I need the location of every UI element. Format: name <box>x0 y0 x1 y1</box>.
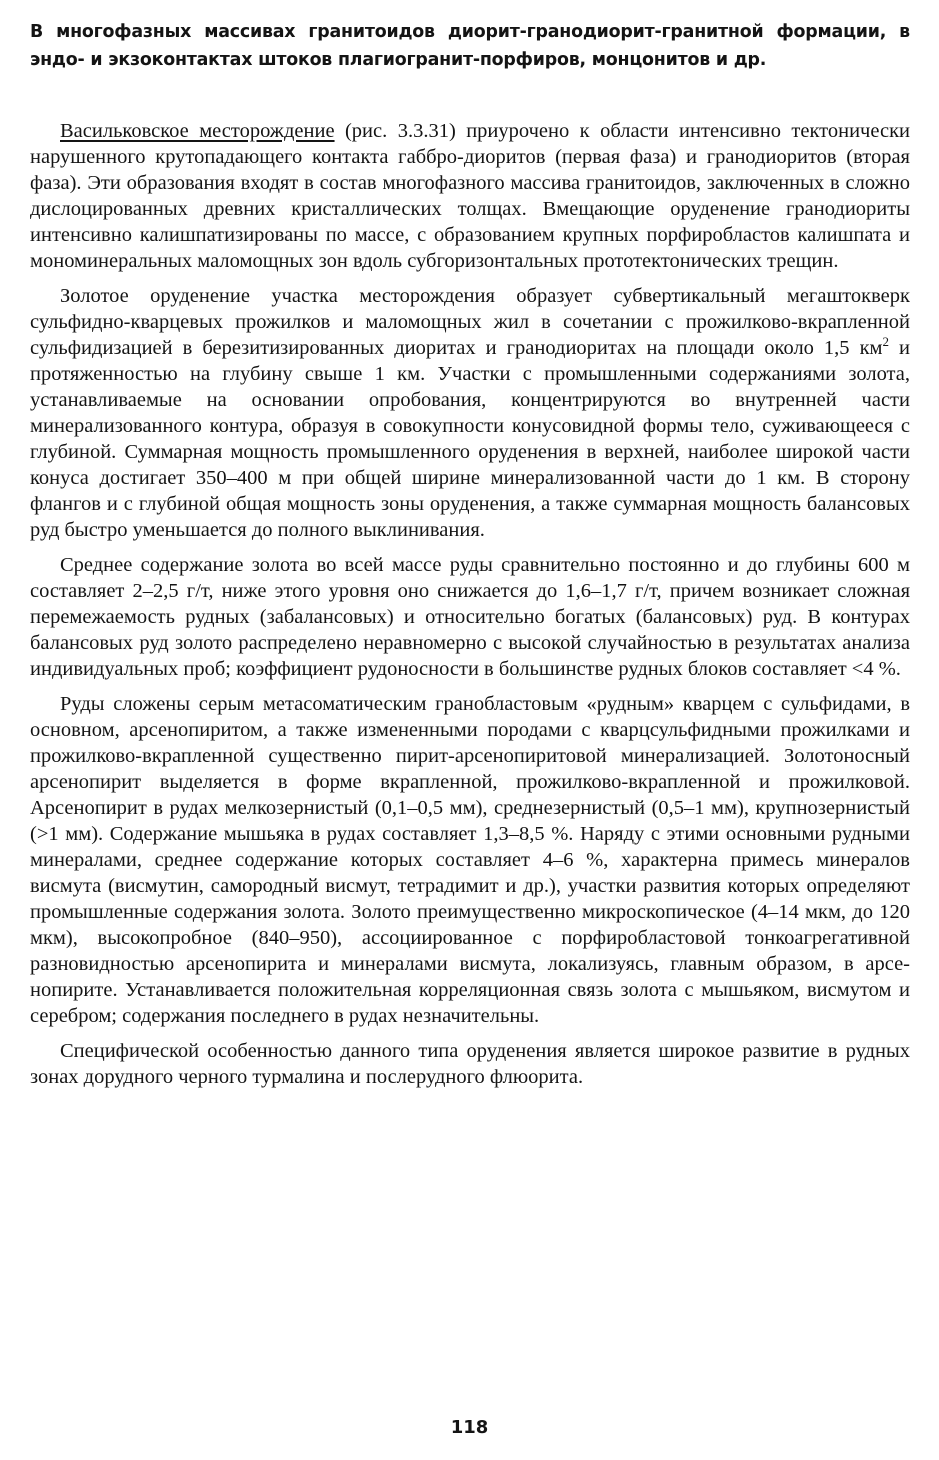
deposit-name: Васильковское месторождение <box>60 120 335 142</box>
page-number: 118 <box>450 1417 489 1438</box>
paragraph-1-text: (рис. 3.3.31) приурочено к области интенсивно тектонически нарушенного крутопадающего контакта габбро-диоритов (первая фаза) и гранодиоритов (вторая фаза). Эти образования входят в состав многофазного массива гранитоидов, заключенных в сложно дислоцированных древних кристаллических толщах. Вмещающие оруденение гранодиориты интенсивно калишпатизированы по массе, с образованием крупных порфиробластов калишпата и мономинеральных маломощных зон вдоль субгоризонтальных прототектонических трещин. <box>30 120 910 272</box>
paragraph-3: Среднее содержание золота во всей массе руды сравнительно постоянно и до глубины 600 м составляет 2–2,5 г/т, ниже этого уровня оно снижается до 1,6–1,7 г/т, причем возникает сложная перемежаемость рудных (забалансовых) и относительно богатых (балансовых) руд. В контурах балансовых руд золото распределено неравномерно с высокой случайностью в результатах анализа индивидуальных проб; коэффициент рудоносности в большинстве рудных блоков составляет <4 %. <box>30 554 910 680</box>
paragraph-2 <box>30 283 910 543</box>
body-text <box>30 118 910 1099</box>
section-heading: В многофазных массивах гранитоидов диорит-гранодиорит-гранитной формации, в эндо- и экзоконтактах штоков плагиогранит-порфиров, монцонитов и др. <box>30 22 910 70</box>
paragraph-1 <box>30 118 910 274</box>
paragraph-4: Руды сложены серым метасоматическим гранобластовым «рудным» кварцем с сульфидами, в основном, арсенопиритом, а также измененными породами с кварцсульфидными прожилками и прожилково-вкрапленной существенно пирит-арсенопиритовой минерализацией. Золотоносный арсенопирит выделяется в форме вкрапленной, прожилково-вкрапленной и прожилковой. Арсенопирит в рудах мелкозернистый (0,1–0,5 мм), среднезернистый (0,5–1 мм), крупнозернистый (>1 мм). Содержание мышьяка в рудах составляет 1,3–8,5 %. Наряду с этими основными рудными минералами, среднее содержание которых составляет 4–6 %, характерна примесь минералов висмута (висмутин, самородный висмут, тетрадимит и др.), участки развития которых определяют промышленные содержания золота. Золото преимущественно микроскопическое (4–14 мкм, до 120 мкм), высокопробное (840–950), ассоциированное с порфиробластовой тонкоагрегативной разновидностью арсенопирита и минералами висмута, локализуясь, главным образом, в арсенопирите. Устанавливается положительная корреляционная связь золота с мышьяком, висмутом и серебром; содержания последнего в рудах незначительны. <box>30 693 910 1027</box>
paragraph-2-text-a: Золотое оруденение участка месторождения образует субвертикальный мегаштокверк сульфидно-кварцевых прожилков и маломощных жил в сочетании с прожилково-вкрапленной сульфидизацией в березитизированных диоритах и гранодиоритах на площади около 1,5 км <box>30 285 910 359</box>
paragraph-2-text-b: и протяженностью на глубину свыше 1 км. Участки с промышленными содержаниями золота, устанавливаемые на основании опробования, концентрируются во внутренней части минерализованного контура, образуя в совокупности конусовидной формы тело, суживающееся с глубиной. Суммарная мощность промышленного оруденения в верхней, наиболее широкой части конуса достигает 350–400 м при общей ширине минерализованной части до 1 км. В сторону флангов и с глубиной общая мощность зоны оруденения, а также суммарная мощность балансовых руд быстро уменьшается до полного выклинивания. <box>30 337 910 541</box>
paragraph-5: Специфической особенностью данного типа оруденения является широкое развитие в рудных зонах дорудного черного турмалина и послерудного флюорита. <box>30 1040 910 1088</box>
area-superscript: 2 <box>882 334 890 349</box>
